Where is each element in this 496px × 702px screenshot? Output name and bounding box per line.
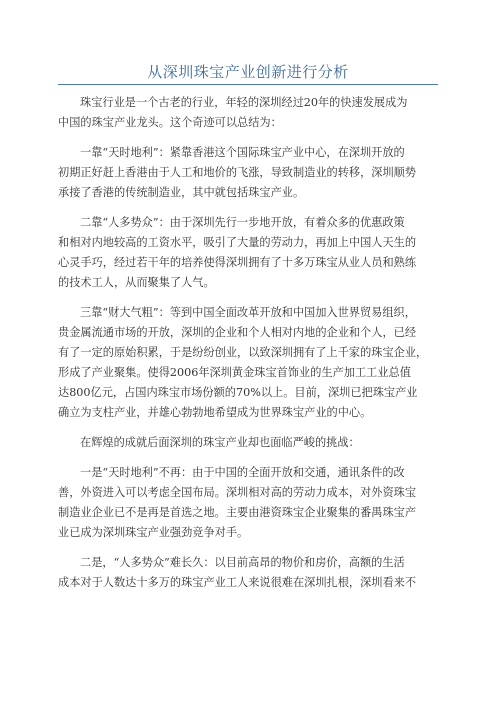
paragraph-challenge-two: [58, 553, 440, 593]
text-line: 和相对内地较高的工资水平，吸引了大量的劳动力，再加上中国人天生的: [58, 236, 417, 249]
title-underline: [58, 84, 438, 85]
text-line: 一靠“天时地利”：紧靠香港这个国际珠宝产业中心，在深圳开放的: [80, 146, 405, 159]
text-line: 成本对于人数达十多万的珠宝产业工人来说很难在深圳扎根，深圳看来不: [58, 576, 417, 589]
paragraph-timing: [58, 143, 440, 203]
text-line: 达800亿元，占国内珠宝市场份额的70%以上。目前，深圳已把珠宝产业: [58, 386, 418, 399]
text-line: 业已成为深圳珠宝产业强劲竞争对手。: [58, 526, 249, 539]
text-line: 心灵手巧，经过若干年的培养使得深圳拥有了十多万珠宝从业人员和熟练: [58, 256, 417, 269]
text-line: 二是，“人多势众”难长久：以目前高昂的物价和房价，高额的生活: [80, 556, 405, 569]
text-line: 制造业企业已不是再是首选之地。主要由港资珠宝企业聚集的番禺珠宝产: [58, 506, 417, 519]
text-line: 在辉煌的成就后面深圳的珠宝产业却也面临严峻的挑战：: [80, 436, 360, 449]
paragraph-intro: [58, 93, 440, 133]
text-line: 形成了产业聚集。使得2006年深圳黄金珠宝首饰业的生产加工工业总值: [58, 366, 411, 379]
document-body: [58, 93, 440, 603]
text-line: 善，外资进入可以考虑全国布局。深圳相对高的劳动力成本，对外资珠宝: [58, 486, 417, 499]
text-line: 二靠“人多势众”：由于深圳先行一步地开放，有着众多的优惠政策: [80, 216, 405, 229]
text-line: 贵金属流通市场的开放，深圳的企业和个人相对内地的企业和个人，已经: [58, 326, 417, 339]
paragraph-challenges-intro: [58, 433, 440, 453]
text-line: 有了一定的原始积累，于是纷纷创业，以致深圳拥有了上千家的珠宝企业，: [58, 346, 428, 359]
text-line: 的技术工人，从而聚集了人气。: [58, 276, 215, 289]
paragraph-capital: [58, 303, 440, 423]
text-line: 承接了香港的传统制造业，其中就包括珠宝产业。: [58, 186, 305, 199]
paragraph-workforce: [58, 213, 440, 293]
text-line: 三靠“财大气粗”：等到中国全面改革开放和中国加入世界贸易组织，: [80, 306, 416, 319]
text-line: 一是“天时地利”不再：由于中国的全面开放和交通，通讯条件的改: [80, 466, 405, 479]
text-line: 初期正好赶上香港由于人工和地价的飞涨，导致制造业的转移，深圳顺势: [58, 166, 417, 179]
text-line: 珠宝行业是一个古老的行业，年轻的深圳经过20年的快速发展成为: [80, 96, 408, 109]
text-line: 中国的珠宝产业龙头。这个奇迹可以总结为：: [58, 116, 282, 129]
paragraph-challenge-one: [58, 463, 440, 543]
document-title: 从深圳珠宝产业创新进行分析: [147, 63, 349, 81]
text-line: 确立为支柱产业，并雄心勃勃地希望成为世界珠宝产业的中心。: [58, 406, 372, 419]
